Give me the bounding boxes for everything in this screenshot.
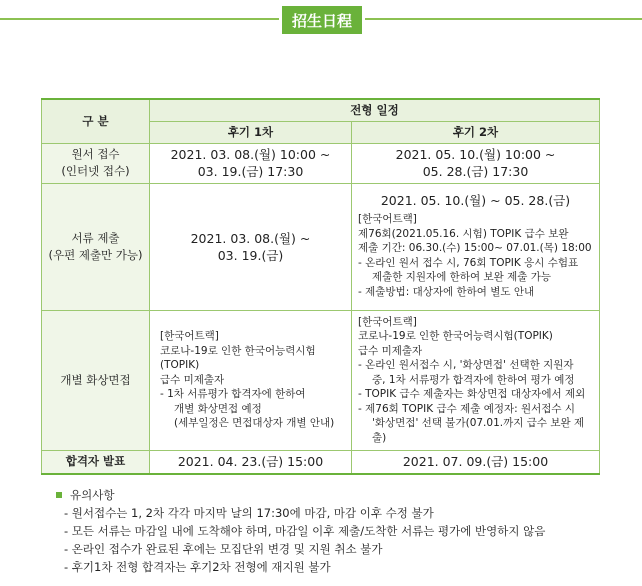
apply-label-line: 원서 접수	[71, 147, 120, 161]
table-row	[42, 143, 600, 183]
notes-heading	[56, 486, 545, 504]
list-item: - 온라인 접수가 완료된 후에는 모집단위 변경 및 지원 취소 불가	[64, 542, 383, 556]
list-item: - 후기1차 전형 합격자는 후기2차 전형에 재지원 불가	[64, 560, 331, 574]
interview-r1-line: 코로나-19로 인한 한국어능력시험(TOPIK)	[160, 344, 316, 372]
docs-r2-bullet: - 온라인 원서 접수 시, 76회 TOPIK 응시 수험표	[358, 256, 579, 269]
apply-r2-end: 05. 28.(금) 17:30	[422, 164, 529, 179]
interview-r2-bullet: - 제76회 TOPIK 급수 제출 예정자: 원서접수 시	[358, 402, 576, 415]
interview-r1-track: [한국어트랙]	[160, 330, 219, 343]
interview-round1	[150, 310, 352, 450]
docs-r2-topik: 제76회(2021.05.16. 시험) TOPIK 급수 보완	[358, 227, 569, 240]
docs-round1	[150, 183, 352, 310]
interview-r2-bullet-cont: 중, 1차 서류평가 합격자에 한하여 평가 예정	[372, 373, 575, 386]
interview-r2-bullet: - 온라인 원서접수 시, '화상면접' 선택한 지원자	[358, 359, 574, 372]
docs-r2-track: [한국어트랙]	[358, 213, 417, 226]
notes-heading-text: 유의사항	[70, 488, 115, 502]
interview-r1-bullet-note: (세부일정은 면접대상자 개별 안내)	[174, 417, 335, 430]
interview-r1-bullet: - 1차 서류평가 합격자에 한하여	[160, 388, 306, 401]
interview-r2-bullet-cont: '화상면접' 선택 불가(07.01.까지 급수 보완 제출)	[372, 417, 585, 444]
table-row	[42, 310, 600, 450]
square-bullet-icon	[56, 492, 62, 498]
interview-r2-track: [한국어트랙]	[358, 315, 417, 328]
list-item: - 원서접수는 1, 2차 각각 마지막 날의 17:30에 마감, 마감 이후 수정 불가	[64, 506, 434, 520]
category-header: 구 분	[42, 99, 150, 143]
schedule-header: 전형 일정	[150, 99, 600, 121]
page-title: 招生日程	[279, 6, 365, 34]
docs-label	[42, 183, 150, 310]
docs-r2-date: 2021. 05. 10.(월) ~ 05. 28.(금)	[380, 192, 571, 208]
table-row	[42, 450, 600, 474]
notes-section	[56, 486, 545, 576]
apply-r1-start: 2021. 03. 08.(월) 10:00 ~	[170, 147, 331, 162]
result-round2: 2021. 07. 09.(금) 15:00	[352, 450, 600, 474]
apply-round2	[352, 143, 600, 183]
apply-r2-start: 2021. 05. 10.(월) 10:00 ~	[395, 147, 556, 162]
interview-r2-line: 급수 미제출자	[358, 344, 423, 357]
apply-label-sub: (인터넷 접수)	[61, 164, 130, 178]
table-row	[42, 183, 600, 310]
docs-r1-end: 03. 19.(금)	[217, 247, 284, 263]
apply-round1	[150, 143, 352, 183]
result-label: 합격자 발표	[42, 450, 150, 474]
interview-r1-line: 급수 미제출자	[160, 373, 225, 386]
docs-r1-start: 2021. 03. 08.(월) ~	[190, 230, 311, 246]
docs-r2-period: 제출 기간: 06.30.(수) 15:00~ 07.01.(목) 18:00	[358, 242, 592, 255]
result-round1: 2021. 04. 23.(금) 15:00	[150, 450, 352, 474]
docs-r2-bullet-cont: 제출한 지원자에 한하여 보완 제출 가능	[372, 271, 551, 284]
interview-r1-bullet-cont: 개별 화상면접 예정	[174, 402, 262, 415]
round2-header: 후기 2차	[352, 121, 600, 143]
round1-header: 후기 1차	[150, 121, 352, 143]
docs-label-line: 서류 제출	[71, 230, 120, 245]
apply-r1-end: 03. 19.(금) 17:30	[197, 164, 304, 179]
schedule-table	[41, 98, 600, 475]
apply-label	[42, 143, 150, 183]
docs-r2-bullet: - 제출방법: 대상자에 한하여 별도 안내	[358, 285, 535, 298]
interview-r2-line: 코로나-19로 인한 한국어능력시험(TOPIK)	[358, 330, 553, 343]
interview-r2-bullet: - TOPIK 급수 제출자는 화상면접 대상자에서 제외	[358, 388, 586, 401]
interview-round2	[352, 310, 600, 450]
docs-label-sub: (우편 제출만 가능)	[48, 247, 143, 262]
docs-round2	[352, 183, 600, 310]
list-item: - 모든 서류는 마감일 내에 도착해야 하며, 마감일 이후 제출/도착한 서류는 평가에 반영하지 않음	[64, 524, 546, 538]
interview-label: 개별 화상면접	[42, 310, 150, 450]
